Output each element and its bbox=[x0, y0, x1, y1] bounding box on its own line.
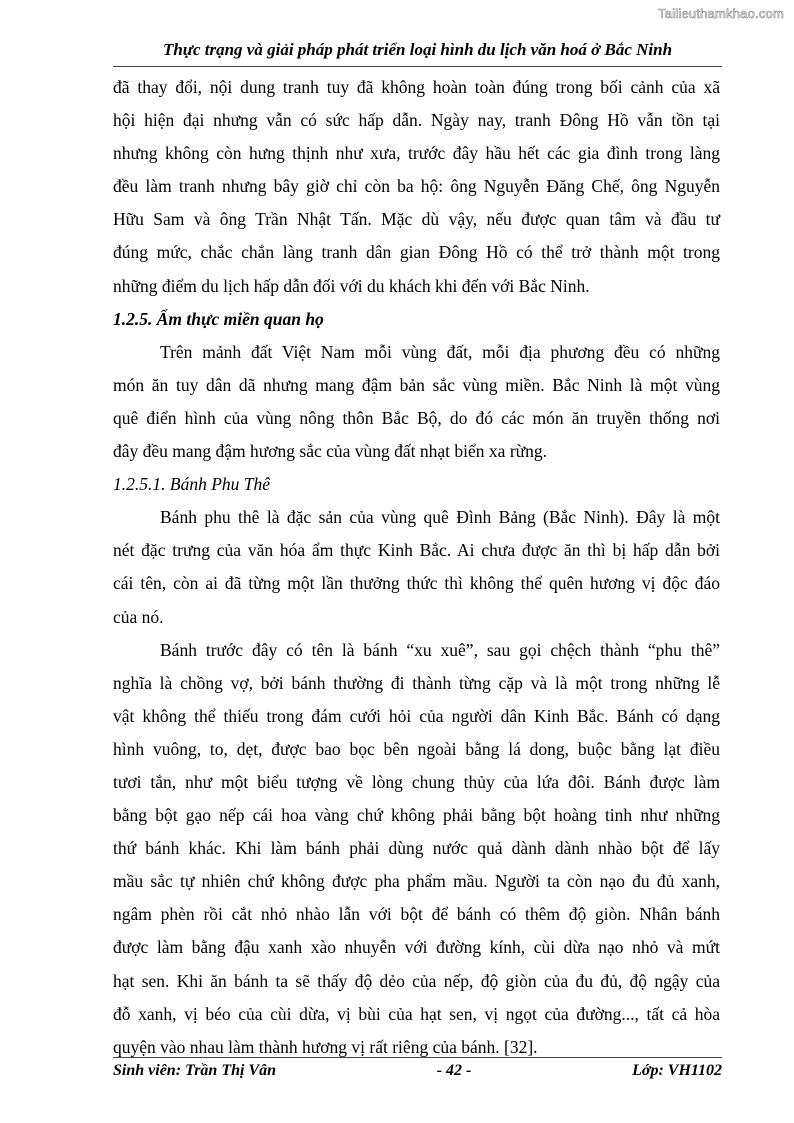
text-line: đúng mức, chắc chắn làng tranh dân gian Đông Hồ có thể trở thành một trong bbox=[113, 242, 720, 263]
text-line: mầu sắc tự nhiên chứ không được pha phẩm mầu. Người ta còn nạo đu đủ xanh, bbox=[113, 871, 720, 892]
text-line: cái tên, còn ai đã từng một lần thưởng thức thì không thể quên hương vị độc đáo bbox=[113, 573, 720, 594]
text-line: thứ bánh khác. Khi làm bánh phải dùng nước quả dành dành nhào bột để lấy bbox=[113, 838, 720, 859]
text-line: nét đặc trưng của văn hóa ẩm thực Kinh Bắc. Ai chưa được ăn thì bị hấp dẫn bởi bbox=[113, 540, 720, 561]
text-line: Bánh phu thê là đặc sản của vùng quê Đình Bảng (Bắc Ninh). Đây là một bbox=[160, 507, 720, 528]
text-line: tươi tắn, như một biểu tượng về lòng chung thủy của lứa đôi. Bánh được làm bbox=[113, 771, 720, 792]
text-line: Bánh trước đây có tên là bánh “xu xuê”, sau gọi chệch thành “phu thê” bbox=[160, 639, 720, 660]
text-line: quê điển hình của vùng nông thôn Bắc Bộ, do đó các món ăn truyền thống nơi bbox=[113, 407, 720, 428]
text-line: đã thay đổi, nội dung tranh tuy đã không hoàn toàn đúng trong bối cảnh của xã bbox=[113, 77, 720, 97]
text-line: hạt sen. Khi ăn bánh ta sẽ thấy độ dẻo của nếp, độ giòn của đu đủ, độ ngậy của bbox=[113, 970, 720, 991]
section-heading: 1.2.5. Ẩm thực miền quan họ bbox=[113, 308, 324, 329]
text-line: được làm bằng đậu xanh xào nhuyễn với đường kính, cùi dừa nạo nhỏ và mứt bbox=[113, 937, 720, 958]
text-line: vật không thể thiếu trong đám cưới hỏi của người dân Kinh Bắc. Bánh có dạng bbox=[113, 705, 720, 726]
text-line: ngâm phèn rồi cắt nhỏ nhào lẫn với bột để bánh có thêm độ giòn. Nhân bánh bbox=[113, 904, 720, 925]
subsection-heading: 1.2.5.1. Bánh Phu Thê bbox=[113, 474, 271, 495]
text-line: đỗ xanh, vị béo của cùi dừa, vị bùi của hạt sen, vị ngọt của đường..., tất cả hòa bbox=[113, 1003, 720, 1024]
document-body bbox=[113, 71, 720, 1064]
page-number: - 42 - bbox=[436, 1062, 472, 1079]
text-line: những điểm du lịch hấp dẫn đối với du khách khi đến với Bắc Ninh. bbox=[113, 275, 590, 296]
page-footer bbox=[113, 1057, 722, 1080]
text-line: Trên mảnh đất Việt Nam mỗi vùng đất, mỗi địa phương đều có những bbox=[160, 341, 720, 362]
text-line: món ăn tuy dân dã nhưng mang đậm bản sắc vùng miền. Bắc Ninh là một vùng bbox=[113, 374, 720, 395]
footer-class: Lớp: VH1102 bbox=[632, 1062, 722, 1079]
text-line: của nó. bbox=[113, 606, 164, 627]
text-line: Hữu Sam và ông Trần Nhật Tấn. Mặc dù vậy, nếu được quan tâm và đầu tư bbox=[113, 209, 720, 230]
footer-student: Sinh viên: Trần Thị Vân bbox=[113, 1062, 277, 1079]
watermark: Tailieuthamkhao.com bbox=[658, 6, 784, 21]
text-line: đều làm tranh nhưng bây giờ chỉ còn ba hộ: ông Nguyễn Đăng Chế, ông Nguyễn bbox=[113, 176, 720, 197]
text-line: bằng bột gạo nếp cái hoa vàng chứ không phải bằng bột hoàng tinh như những bbox=[113, 805, 720, 826]
text-line: nghĩa là chồng vợ, bởi bánh thường đi thành từng cặp và là một trong những lễ bbox=[113, 672, 720, 693]
text-line: hội hiện đại nhưng vẫn có sức hấp dẫn. Ngày nay, tranh Đông Hồ vẫn tồn tại bbox=[113, 110, 720, 131]
text-line: nhưng không còn hưng thịnh như xưa, trước đây hầu hết các gia đình trong làng bbox=[113, 143, 720, 164]
text-line: hình vuông, to, dẹt, được bao bọc bên ngoài bằng lá dong, buộc bằng lạt điều bbox=[113, 738, 720, 759]
running-header: Thực trạng và giải pháp phát triển loại hình du lịch văn hoá ở Bắc Ninh bbox=[113, 40, 722, 67]
text-line: quyện vào nhau làm thành hương vị rất riêng của bánh. [32]. bbox=[113, 1036, 538, 1057]
text-line: đây đều mang đậm hương sắc của vùng đất nhạt biển xa rừng. bbox=[113, 441, 548, 462]
